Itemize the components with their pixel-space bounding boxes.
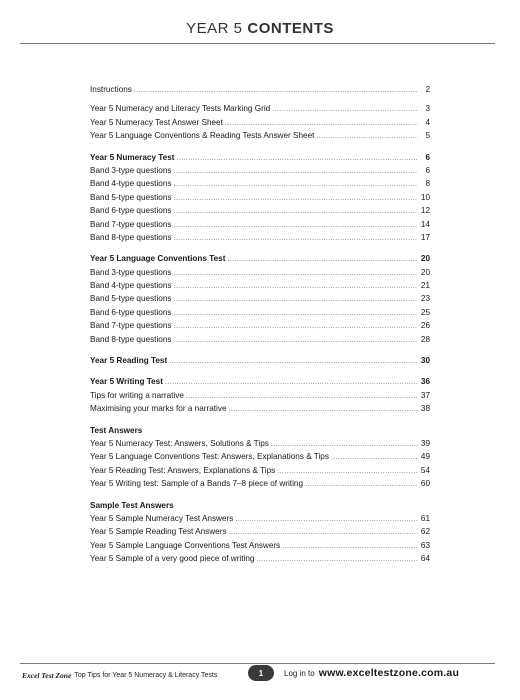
toc-entry-label: Band 6-type questions bbox=[90, 307, 172, 317]
dot-leader bbox=[229, 525, 418, 539]
dot-leader bbox=[173, 177, 418, 191]
page-title bbox=[186, 20, 334, 37]
dot-leader bbox=[173, 204, 418, 218]
toc-entry-instructions[interactable] bbox=[90, 83, 430, 96]
dot-leader bbox=[173, 279, 418, 293]
dot-leader bbox=[225, 116, 418, 130]
dot-leader bbox=[272, 102, 418, 116]
toc-entry[interactable] bbox=[90, 164, 430, 177]
footer-subtitle: Top Tips for Year 5 Numeracy & Literacy Tests bbox=[74, 671, 218, 679]
toc-entry[interactable] bbox=[90, 177, 430, 190]
spacer bbox=[90, 367, 430, 375]
toc-section-page: 30 bbox=[420, 356, 430, 366]
header-divider bbox=[20, 43, 495, 44]
dot-leader bbox=[177, 151, 419, 165]
spacer bbox=[90, 244, 430, 252]
toc-entry[interactable] bbox=[90, 319, 430, 332]
spacer bbox=[90, 491, 430, 499]
dot-leader bbox=[169, 354, 418, 368]
toc-entry-page: 54 bbox=[420, 465, 430, 475]
toc-entry-label: Band 7-type questions bbox=[90, 219, 172, 229]
toc-entry-label: Band 8-type questions bbox=[90, 334, 172, 344]
toc-entry-label: Tips for writing a narrative bbox=[90, 390, 184, 400]
toc-heading-test-answers: Test Answers bbox=[90, 425, 143, 435]
toc-entry-label: Year 5 Numeracy Test Answer Sheet bbox=[90, 117, 223, 127]
toc-entry-label: Year 5 Sample Numeracy Test Answers bbox=[90, 513, 234, 523]
website-link[interactable]: www.exceltestzone.com.au bbox=[318, 667, 460, 679]
toc-entry-page: 49 bbox=[420, 452, 430, 462]
toc-entry-label: Band 3-type questions bbox=[90, 267, 172, 277]
toc-entry-page: 10 bbox=[420, 192, 430, 202]
toc-entry[interactable] bbox=[90, 525, 430, 538]
dot-leader bbox=[256, 552, 418, 566]
toc-entry-page: 60 bbox=[420, 479, 430, 489]
toc-entry-label: Year 5 Sample Reading Test Answers bbox=[90, 527, 227, 537]
toc-entry[interactable] bbox=[90, 102, 430, 115]
toc-entry-page: 37 bbox=[420, 390, 430, 400]
dot-leader bbox=[235, 512, 418, 526]
spacer bbox=[90, 143, 430, 151]
dot-leader bbox=[227, 252, 418, 266]
toc-section-label: Year 5 Numeracy Test bbox=[90, 152, 175, 162]
dot-leader bbox=[173, 218, 418, 232]
toc-entry-label: Year 5 Sample Language Conventions Test Answers bbox=[90, 540, 281, 550]
toc-entry-page: 64 bbox=[420, 554, 430, 564]
toc-entry[interactable] bbox=[90, 204, 430, 217]
spacer bbox=[90, 416, 430, 424]
toc-entry[interactable] bbox=[90, 266, 430, 279]
toc-entry[interactable] bbox=[90, 437, 430, 450]
toc-entry-page: 38 bbox=[420, 404, 430, 414]
page-header bbox=[0, 20, 520, 38]
toc-heading-sample-answers: Sample Test Answers bbox=[90, 500, 174, 510]
toc-entry[interactable] bbox=[90, 231, 430, 244]
toc-entry[interactable] bbox=[90, 191, 430, 204]
dot-leader bbox=[316, 129, 418, 143]
brand-name: Excel Test Zone bbox=[22, 670, 72, 680]
toc-entry[interactable] bbox=[90, 279, 430, 292]
toc-entry[interactable] bbox=[90, 218, 430, 231]
toc-entry-page: 12 bbox=[420, 206, 430, 216]
toc-entry-page: 26 bbox=[420, 321, 430, 331]
toc-entry-page: 6 bbox=[425, 165, 430, 175]
dot-leader bbox=[173, 266, 418, 280]
toc-section-label: Year 5 Language Conventions Test bbox=[90, 254, 226, 264]
spacer bbox=[90, 346, 430, 354]
toc-entry-page: 8 bbox=[425, 179, 430, 189]
toc-entry-page: 20 bbox=[420, 267, 430, 277]
toc-section-writing[interactable] bbox=[90, 375, 430, 388]
toc-entry[interactable] bbox=[90, 116, 430, 129]
toc-entry-label: Band 5-type questions bbox=[90, 294, 172, 304]
toc-entry-page: 62 bbox=[420, 527, 430, 537]
toc-entry-page: 14 bbox=[420, 219, 430, 229]
toc-section-page: 20 bbox=[420, 254, 430, 264]
toc-entry-label: Year 5 Numeracy Test: Answers, Solutions & Tips bbox=[90, 438, 269, 448]
dot-leader bbox=[173, 292, 418, 306]
toc-section-numeracy[interactable] bbox=[90, 151, 430, 164]
toc-entry[interactable] bbox=[90, 539, 430, 552]
toc-entry[interactable] bbox=[90, 129, 430, 142]
table-of-contents bbox=[90, 83, 430, 566]
page-title-main: CONTENTS bbox=[247, 20, 334, 37]
toc-entry[interactable] bbox=[90, 477, 430, 490]
toc-entry[interactable] bbox=[90, 450, 430, 463]
toc-entry-page: 5 bbox=[425, 131, 430, 141]
toc-section-label: Year 5 Reading Test bbox=[90, 356, 168, 366]
dot-leader bbox=[134, 83, 418, 97]
toc-section-reading[interactable] bbox=[90, 354, 430, 367]
toc-entry-label: Year 5 Language Conventions & Reading Tests Answer Sheet bbox=[90, 131, 315, 141]
dot-leader bbox=[277, 464, 418, 478]
dot-leader bbox=[165, 375, 418, 389]
toc-entry-page: 4 bbox=[425, 117, 430, 127]
login-text: Log in to bbox=[284, 669, 315, 678]
toc-entry-label: Band 4-type questions bbox=[90, 179, 172, 189]
toc-section-language[interactable] bbox=[90, 252, 430, 265]
toc-entry[interactable] bbox=[90, 402, 430, 415]
toc-entry-page: 25 bbox=[420, 307, 430, 317]
dot-leader bbox=[305, 477, 418, 491]
page-footer bbox=[22, 667, 497, 683]
dot-leader bbox=[282, 539, 418, 553]
toc-entry-page: 23 bbox=[420, 294, 430, 304]
toc-entry-label: Band 6-type questions bbox=[90, 206, 172, 216]
toc-entry[interactable] bbox=[90, 306, 430, 319]
toc-entry[interactable] bbox=[90, 464, 430, 477]
toc-entry-label: Band 5-type questions bbox=[90, 192, 172, 202]
toc-entry-label: Band 3-type questions bbox=[90, 165, 172, 175]
toc-entry-label: Year 5 Numeracy and Literacy Tests Marking Grid bbox=[90, 104, 271, 114]
dot-leader bbox=[173, 164, 418, 178]
toc-section-page: 6 bbox=[425, 152, 430, 162]
toc-section-page: 36 bbox=[420, 377, 430, 387]
toc-entry-label: Band 7-type questions bbox=[90, 321, 172, 331]
toc-entry-label: Year 5 Sample of a very good piece of writing bbox=[90, 554, 255, 564]
toc-entry-page: 21 bbox=[420, 281, 430, 291]
dot-leader bbox=[271, 437, 418, 451]
toc-entry-label: Band 8-type questions bbox=[90, 232, 172, 242]
page-title-prefix: YEAR 5 bbox=[186, 20, 243, 37]
dot-leader bbox=[173, 319, 418, 333]
toc-entry-page: 63 bbox=[420, 540, 430, 550]
dot-leader bbox=[186, 389, 418, 403]
dot-leader bbox=[229, 402, 419, 416]
dot-leader bbox=[173, 333, 418, 347]
footer-divider bbox=[20, 663, 495, 664]
toc-entry[interactable] bbox=[90, 552, 430, 565]
toc-entry-label: Maximising your marks for a narrative bbox=[90, 404, 227, 414]
page-number-badge: 1 bbox=[248, 665, 274, 681]
toc-entry-page: 28 bbox=[420, 334, 430, 344]
toc-entry[interactable] bbox=[90, 512, 430, 525]
dot-leader bbox=[173, 306, 418, 320]
dot-leader bbox=[173, 191, 418, 205]
toc-entry-label: Year 5 Writing test: Sample of a Bands 7–8 piece of writing bbox=[90, 479, 303, 489]
toc-section-label: Year 5 Writing Test bbox=[90, 377, 163, 387]
toc-entry-label: Year 5 Reading Test: Answers, Explanations & Tips bbox=[90, 465, 276, 475]
dot-leader bbox=[331, 450, 418, 464]
dot-leader bbox=[173, 231, 418, 245]
toc-entry-page: 61 bbox=[420, 513, 430, 523]
toc-entry[interactable] bbox=[90, 292, 430, 305]
toc-entry-page: 2 bbox=[425, 85, 430, 94]
toc-entry[interactable] bbox=[90, 333, 430, 346]
toc-entry-label: Instructions bbox=[90, 85, 132, 94]
toc-entry-page: 3 bbox=[425, 104, 430, 114]
toc-entry[interactable] bbox=[90, 389, 430, 402]
toc-entry-page: 17 bbox=[420, 232, 430, 242]
toc-entry-page: 39 bbox=[420, 438, 430, 448]
toc-entry-label: Year 5 Language Conventions Test: Answers, Explanations & Tips bbox=[90, 452, 329, 462]
toc-entry-label: Band 4-type questions bbox=[90, 281, 172, 291]
login-prompt bbox=[284, 667, 459, 679]
